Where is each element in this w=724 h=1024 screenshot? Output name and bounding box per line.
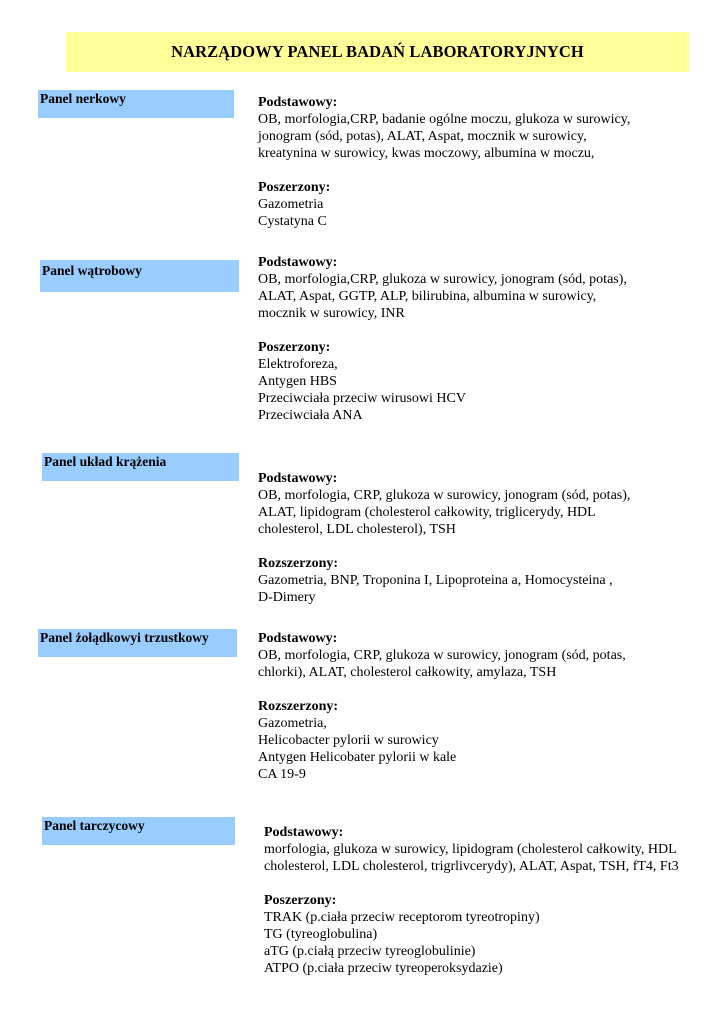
basic-line: mocznik w surowicy, INR	[258, 306, 405, 321]
extended-line: Elektroforeza,	[258, 357, 338, 372]
basic-heading: Podstawowy:	[258, 631, 338, 646]
extended-heading: Rozszerzony:	[258, 556, 339, 571]
title-banner	[66, 32, 689, 72]
extended-line: TRAK (p.ciała przeciw receptorom tyreotropiny)	[264, 910, 540, 925]
basic-heading: Podstawowy:	[258, 471, 338, 486]
extended-line: Gazometria	[258, 197, 324, 212]
extended-line: D-Dimery	[258, 590, 316, 605]
panel-content-uklad-krazenia	[258, 470, 698, 606]
basic-heading: Podstawowy:	[258, 255, 338, 270]
basic-line: morfologia, glukoza w surowicy, lipidogram (cholesterol całkowity, HDL	[264, 842, 677, 857]
panel-label-tarczycowy: Panel tarczycowy	[42, 817, 235, 845]
panel-label-zoladkowy-trzustkowy: Panel żołądkowyi trzustkowy	[38, 629, 237, 657]
extended-heading: Rozszerzony:	[258, 699, 339, 714]
extended-heading: Poszerzony:	[264, 893, 337, 908]
basic-line: ALAT, Aspat, GGTP, ALP, bilirubina, albumina w surowicy,	[258, 289, 597, 304]
extended-line: Cystatyna C	[258, 214, 327, 229]
extended-line: CA 19-9	[258, 767, 306, 782]
basic-line: cholesterol, LDL cholesterol), TSH	[258, 522, 456, 537]
extended-line: Gazometria, BNP, Troponina I, Lipoproteina a, Homocysteina ,	[258, 573, 613, 588]
basic-line: cholesterol, LDL cholesterol, trigrlivcerydy), ALAT, Aspat, TSH, fT4, Ft3	[264, 859, 679, 874]
panel-label-nerkowy: Panel nerkowy	[38, 90, 234, 118]
extended-line: aTG (p.ciałą przeciw tyreoglobulinie)	[264, 944, 476, 959]
extended-line: TG (tyreoglobulina)	[264, 927, 378, 942]
panel-label-uklad-krazenia: Panel układ krążenia	[42, 453, 239, 481]
page-title: NARZĄDOWY PANEL BADAŃ LABORATORYJNYCH	[171, 42, 584, 61]
extended-line: Antygen Helicobater pylorii w kale	[258, 750, 457, 765]
panel-content-nerkowy	[258, 94, 698, 230]
extended-line: Helicobacter pylorii w surowicy	[258, 733, 439, 748]
basic-heading: Podstawowy:	[264, 825, 344, 840]
panel-content-tarczycowy	[264, 824, 704, 977]
extended-line: Gazometria,	[258, 716, 327, 731]
basic-line: OB, morfologia,CRP, badanie ogólne moczu, glukoza w surowicy,	[258, 112, 631, 127]
extended-line: Antygen HBS	[258, 374, 337, 389]
basic-line: OB, morfologia, CRP, glukoza w surowicy, jonogram (sód, potas),	[258, 488, 631, 503]
basic-heading: Podstawowy:	[258, 95, 338, 110]
extended-heading: Poszerzony:	[258, 180, 331, 195]
basic-line: jonogram (sód, potas), ALAT, Aspat, mocznik w surowicy,	[258, 129, 587, 144]
basic-line: OB, morfologia,CRP, glukoza w surowicy, jonogram (sód, potas),	[258, 272, 627, 287]
basic-line: OB, morfologia, CRP, glukoza w surowicy, jonogram (sód, potas,	[258, 648, 626, 663]
panel-content-zoladkowy-trzustkowy	[258, 630, 698, 783]
panel-content-watrobowy	[258, 254, 698, 424]
extended-line: Przeciwciała ANA	[258, 408, 363, 423]
basic-line: kreatynina w surowicy, kwas moczowy, albumina w moczu,	[258, 146, 595, 161]
basic-line: ALAT, lipidogram (cholesterol całkowity, triglicerydy, HDL	[258, 505, 596, 520]
basic-line: chlorki), ALAT, cholesterol całkowity, amylaza, TSH	[258, 665, 557, 680]
extended-line: ATPO (p.ciała przeciw tyreoperoksydazie)	[264, 961, 503, 976]
extended-heading: Poszerzony:	[258, 340, 331, 355]
panel-label-watrobowy: Panel wątrobowy	[40, 260, 239, 292]
extended-line: Przeciwciała przeciw wirusowi HCV	[258, 391, 466, 406]
